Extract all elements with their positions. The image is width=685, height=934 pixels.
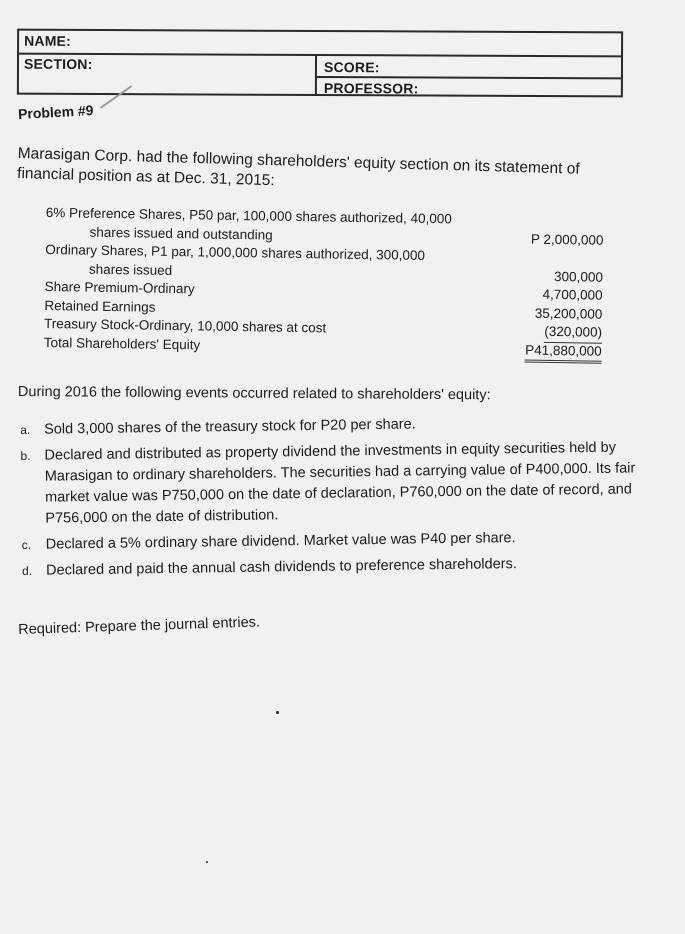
equity-total-description: Total Shareholders' Equity [43, 334, 201, 352]
professor-label: PROFESSOR: [323, 80, 419, 97]
event-text: Declared and distributed as property dividend the investments in equity securities held by Marasigan to ordinary shareholders. The securities had a carrying value of P400,000. Its fair market value was P750,000 on the date of declaration, P760,000 on the date of record, and P756,000 on the date of distribution. [44, 439, 636, 527]
event-marker: c. [21, 537, 32, 552]
equity-total-amount: P41,880,000 [525, 341, 602, 364]
header-form [17, 29, 623, 98]
event-text: Sold 3,000 shares of the treasury stock for P20 per share. [44, 416, 416, 438]
section-row [19, 53, 621, 96]
event-marker: b. [20, 448, 31, 463]
equity-description: Share Premium-Ordinary [44, 278, 195, 297]
paper-speck [206, 861, 208, 863]
equity-amount: 4,700,000 [542, 286, 603, 303]
events-list [18, 411, 652, 587]
header-vertical-divider [315, 54, 317, 94]
equity-section-table [44, 204, 616, 361]
equity-amount: 35,200,000 [534, 305, 603, 322]
equity-description: Treasury Stock-Ordinary, 10,000 shares at cost [44, 315, 327, 336]
paper-speck [276, 711, 279, 714]
event-item [20, 526, 652, 556]
score-label: SCORE: [323, 59, 380, 76]
event-item [18, 437, 651, 530]
equity-amount: P 2,000,000 [530, 231, 604, 248]
equity-amount: (320,000) [544, 323, 602, 343]
equity-description: Ordinary Shares, P1 par, 1,000,000 shares authorized, 300,000 [45, 241, 426, 263]
event-text: Declared a 5% ordinary share dividend. Market value was P40 per share. [45, 530, 516, 553]
equity-description-cont: shares issued and outstanding [89, 224, 273, 243]
section-label: SECTION: [23, 55, 93, 73]
event-item [20, 552, 652, 582]
equity-description-cont: shares issued [88, 261, 173, 278]
problem-title: Problem #9 [17, 102, 94, 122]
events-intro: During 2016 the following events occurred related to shareholders' equity: [17, 384, 491, 404]
problem-intro: Marasigan Corp. had the following shareholders' equity section on its statement of financial position as at Dec. 31, 2015: [16, 144, 580, 190]
event-marker: d. [22, 563, 33, 578]
event-marker: a. [20, 422, 31, 437]
equity-amount: 300,000 [554, 268, 604, 285]
name-label: NAME: [24, 32, 72, 49]
equity-description: 6% Preference Shares, P50 par, 100,000 shares authorized, 40,000 [45, 204, 452, 227]
event-item [18, 411, 650, 441]
event-text: Declared and paid the annual cash dividends to preference shareholders. [45, 556, 517, 579]
equity-description: Retained Earnings [44, 297, 156, 315]
required-instruction: Required: Prepare the journal entries. [18, 614, 261, 638]
